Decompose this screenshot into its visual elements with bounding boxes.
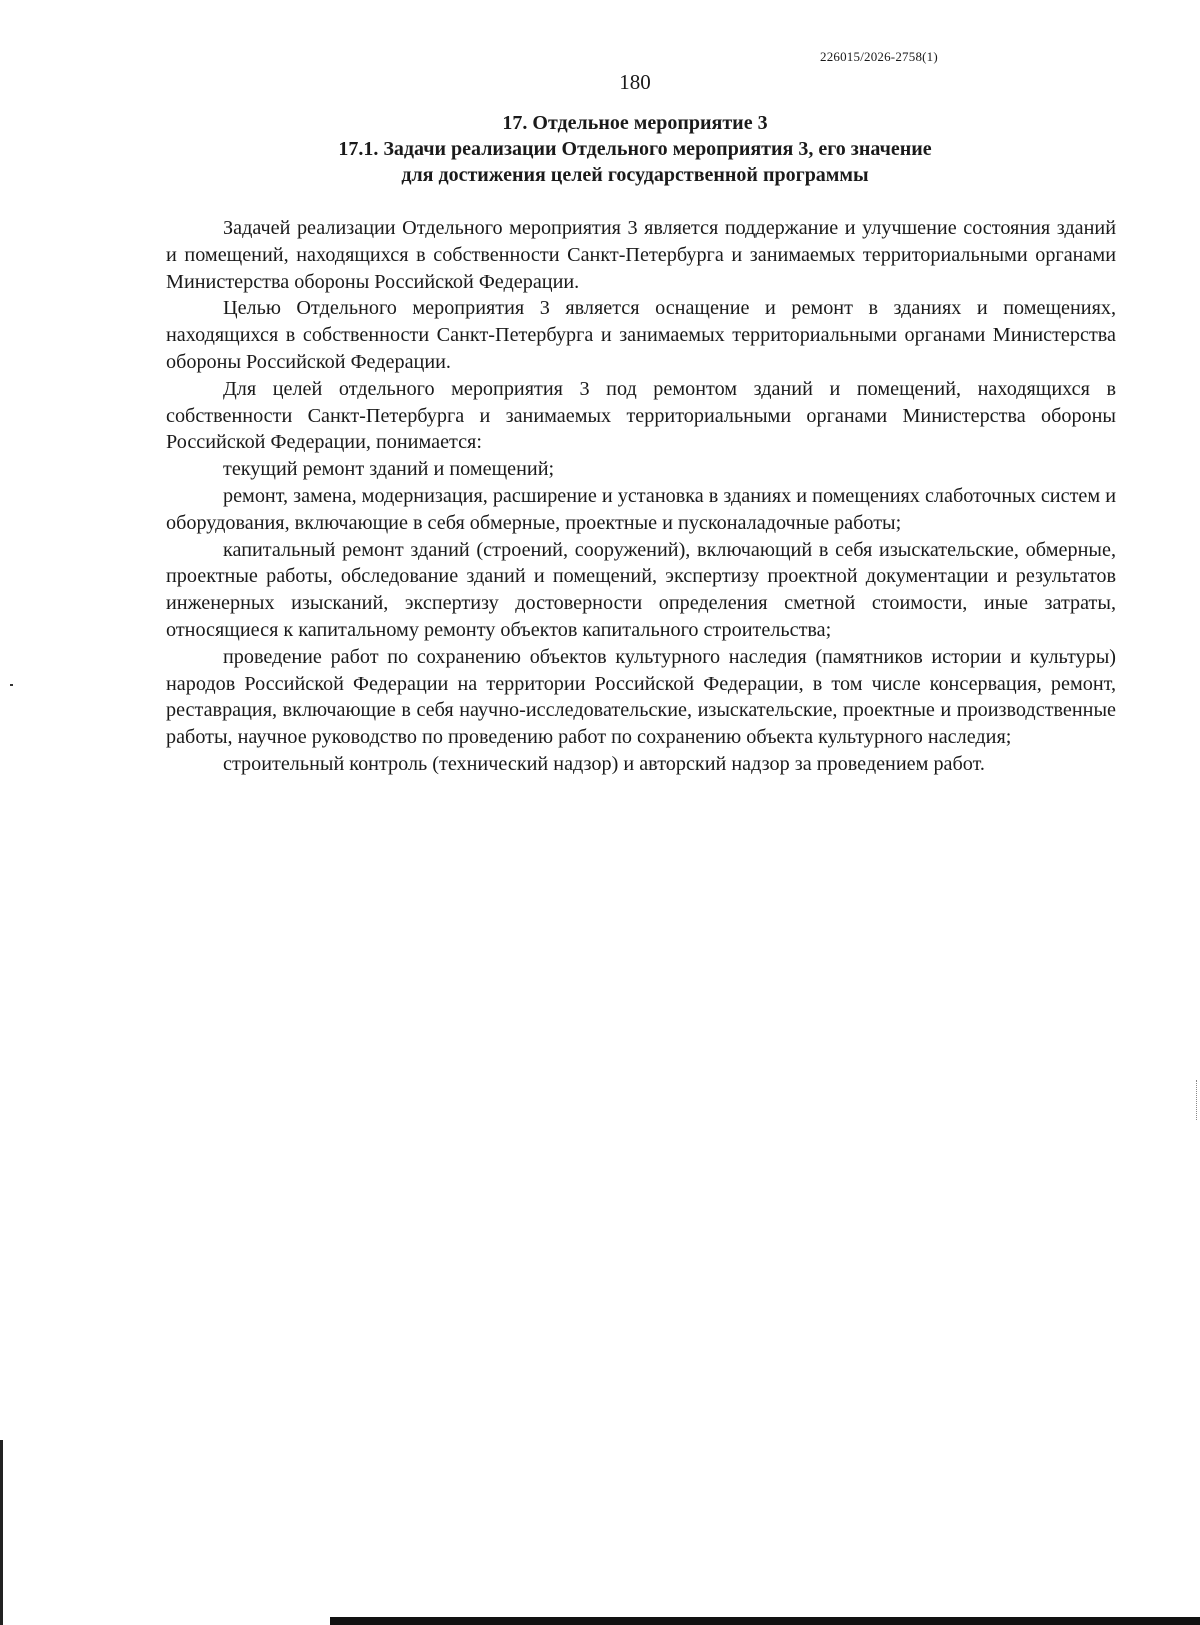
- scan-edge-left: [0, 1440, 3, 1625]
- scan-artifact-right-mark: [1196, 1080, 1199, 1120]
- subsection-title-line-2: для достижения целей государственной программы: [401, 164, 869, 186]
- list-item-current-repair: текущий ремонт зданий и помещений;: [223, 458, 555, 481]
- list-item-cultural-heritage: проведение работ по сохранению объектов культурного наследия (памятников истории и культуры) народов Российской Федерации на территории Российской Федерации, в том числе консервация, ремонт, реставрация, включающие в себя научно-исследовательские, изыскательские, проектные и производственные работы, научное руководство по проведению работ по сохранению объекта культурного наследия;: [166, 645, 1116, 749]
- list-item-construction-control: строительный контроль (технический надзор) и авторский надзор за проведением работ.: [223, 752, 985, 775]
- body-text: [166, 215, 1116, 778]
- paragraph-task: Задачей реализации Отдельного мероприятия 3 является поддержание и улучшение состояния зданий и помещений, находящихся в собственности Санкт-Петербурга и занимаемых территориальными органами Министерства обороны Российской Федерации.: [166, 217, 1116, 293]
- paragraph-repair-definition: Для целей отдельного мероприятия 3 под ремонтом зданий и помещений, находящихся в собственности Санкт-Петербурга и занимаемых территориальными органами Министерства обороны Российской Федерации, понимается:: [166, 377, 1116, 454]
- page-number: 180: [619, 70, 651, 94]
- paragraph-goal: Целью Отдельного мероприятия 3 является оснащение и ремонт в зданиях и помещениях, находящихся в собственности Санкт-Петербурга и занимаемых территориальными органами Министерства обороны Российской Федерации.: [166, 297, 1116, 373]
- scan-edge-bottom: [330, 1617, 1200, 1625]
- scan-artifact-dot: [10, 684, 13, 686]
- subsection-title-line-1: 17.1. Задачи реализации Отдельного мероприятия 3, его значение: [338, 138, 932, 160]
- list-item-capital-repair: капитальный ремонт зданий (строений, сооружений), включающий в себя изыскательские, обмерные, проектные работы, обследование зданий и помещений, экспертизу проектной документации и результатов инженерных изысканий, экспертизу достоверности определения сметной стоимости, иные затраты, относящиеся к капитальному ремонту объектов капитального строительства;: [166, 538, 1116, 641]
- list-item-low-current-systems: ремонт, замена, модернизация, расширение и установка в зданиях и помещениях слаботочных систем и оборудования, включающие в себя обмерные, проектные и пусконаладочные работы;: [166, 484, 1116, 534]
- section-title: 17. Отдельное мероприятие 3: [502, 112, 768, 134]
- section-headings: [0, 110, 1200, 188]
- document-registration-number: 226015/2026-2758(1): [820, 49, 938, 64]
